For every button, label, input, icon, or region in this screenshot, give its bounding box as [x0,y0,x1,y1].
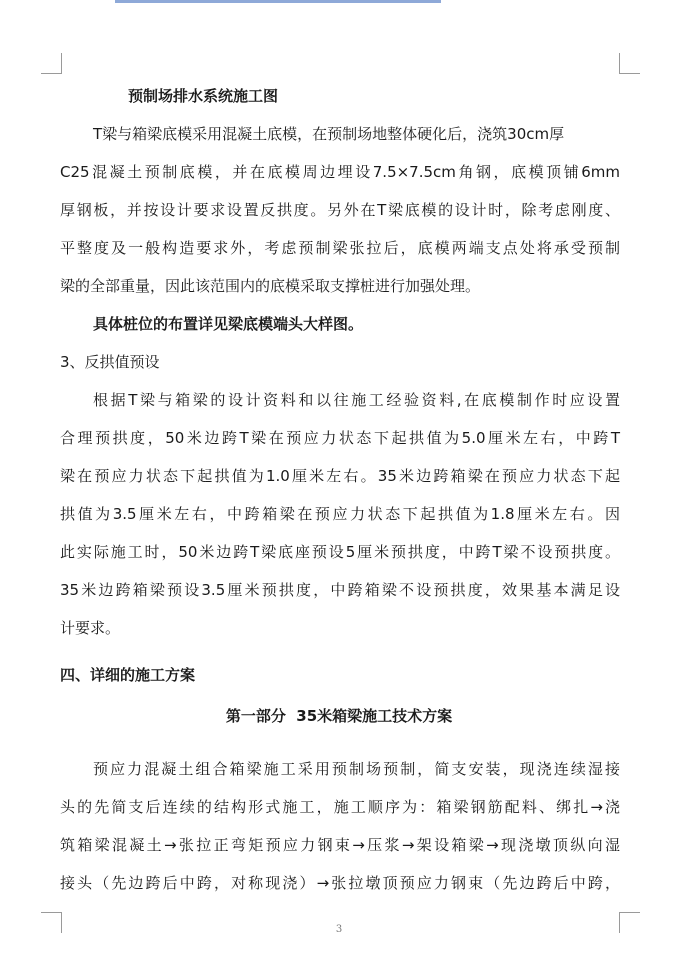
paragraph-line: 计要求。 [60,619,121,637]
paragraph-line: 平整度及一般构造要求外，考虑预制梁张拉后，底模两端支点处将承受预制 [60,239,620,257]
heading-drainage: 预制场排水系统施工图 [128,87,279,105]
section-3-title: 3、反拱值预设 [60,353,160,371]
paragraph-line: C25混凝土预制底模，并在底模周边埋设7.5×7.5cm角钢，底模顶铺6mm [60,163,620,181]
paragraph-line: 梁的全部重量，因此该范围内的底模采取支撑桩进行加强处理。 [60,277,481,295]
paragraph-line: 厚钢板，并按设计要求设置反拱度。另外在T梁底模的设计时，除考虑刚度、 [60,201,620,219]
paragraph-line: 根据T梁与箱梁的设计资料和以往施工经验资料,在底模制作时应设置 [93,391,620,409]
paragraph-line: 拱值为3.5厘米左右，中跨箱梁在预应力状态下起拱值为1.8厘米左右。因 [60,505,620,523]
paragraph-line: 合理预拱度，50米边跨T梁在预应力状态下起拱值为5.0厘米左右，中跨T [60,429,620,447]
section-4-title: 四、详细的施工方案 [60,666,196,684]
bold-note: 具体桩位的布置详见梁底模端头大样图。 [93,315,364,333]
paragraph-line: 接头（先边跨后中跨，对称现浇）→张拉墩顶预应力钢束（先边跨后中跨， [60,874,620,892]
paragraph-line: 筑箱梁混凝土→张拉正弯矩预应力钢束→压浆→架设箱梁→现浇墩顶纵向湿 [60,836,620,854]
paragraph-line: 预应力混凝土组合箱梁施工采用预制场预制，简支安装，现浇连续湿接 [93,760,620,778]
paragraph-line: 头的先简支后连续的结构形式施工，施工顺序为：箱梁钢筋配料、绑扎→浇 [60,798,620,816]
paragraph-line: 梁在预应力状态下起拱值为1.0厘米左右。35米边跨箱梁在预应力状态下起 [60,467,620,485]
paragraph-line: T梁与箱梁底模采用混凝土底模，在预制场地整体硬化后，浇筑30cm厚 [93,125,565,143]
part-1-title: 第一部分 35米箱梁施工技术方案 [225,707,453,725]
paragraph-line: 35米边跨箱梁预设3.5厘米预拱度，中跨箱梁不设预拱度，效果基本满足设 [60,581,620,599]
page-number: 3 [335,924,343,935]
paragraph-line: 此实际施工时，50米边跨T梁底座预设5厘米预拱度，中跨T梁不设预拱度。 [60,543,620,561]
